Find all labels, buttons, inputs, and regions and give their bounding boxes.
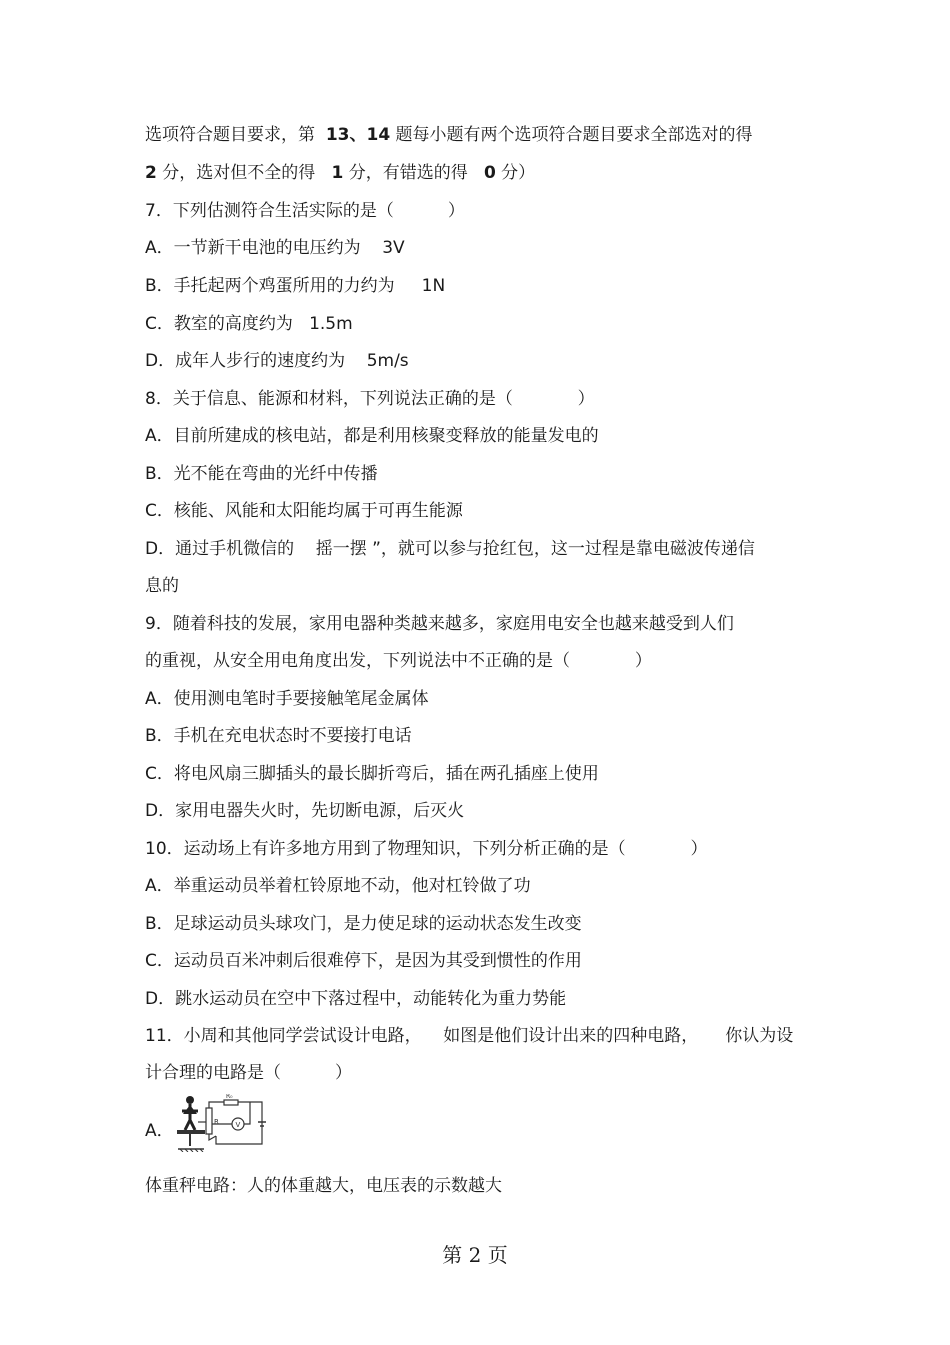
text-span: 题每小题有两个选项符合题目要求全部选对的得 xyxy=(390,125,753,145)
question-9-option-a: A．使用测电笔时手要接触笔尾金属体 xyxy=(145,689,429,709)
score-2: 2 xyxy=(145,163,157,183)
question-8-option-a: A．目前所建成的核电站，都是利用核聚变释放的能量发电的 xyxy=(145,426,599,446)
text-span: 选项符合题目要求，第 xyxy=(145,125,326,145)
question-9-option-b: B．手机在充电状态时不要接打电话 xyxy=(145,726,412,746)
text-span: 分，有错选的得 xyxy=(343,163,484,183)
instructions-line-2 xyxy=(145,162,535,184)
question-7-option-b: B．手托起两个鸡蛋所用的力约为 1N xyxy=(145,276,446,296)
score-1: 1 xyxy=(331,163,344,183)
question-10-option-b: B．足球运动员头球攻门，是力使足球的运动状态发生改变 xyxy=(145,914,582,934)
circuit-diagram-icon xyxy=(176,1094,268,1152)
text-span: 分） xyxy=(495,163,536,183)
page-number: 第 2 页 xyxy=(442,1243,508,1267)
question-8-stem: 8．关于信息、能源和材料，下列说法正确的是（ ） xyxy=(145,389,595,409)
number-13: 13 xyxy=(325,125,350,145)
question-11-stem-cont: 计合理的电路是（ ） xyxy=(145,1063,353,1083)
question-7-stem: 7．下列估测符合生活实际的是（ ） xyxy=(145,201,465,221)
instructions-line-1 xyxy=(145,124,753,146)
question-11-stem: 11．小周和其他同学尝试设计电路， 如图是他们设计出来的四种电路， 你认为设 xyxy=(145,1026,794,1046)
question-8-option-d-cont: 息的 xyxy=(145,576,179,596)
question-8-option-b: B．光不能在弯曲的光纤中传播 xyxy=(145,464,378,484)
number-14: 14 xyxy=(366,125,391,145)
question-10-option-a: A．举重运动员举着杠铃原地不动，他对杠铃做了功 xyxy=(145,876,531,896)
figure-caption: 体重秤电路：人的体重越大，电压表的示数越大 xyxy=(145,1176,502,1196)
question-7-option-d: D．成年人步行的速度约为 5m/s xyxy=(145,351,409,371)
question-7-option-a: A．一节新干电池的电压约为 3V xyxy=(145,238,405,258)
text-span: 分，选对但不全的得 xyxy=(156,163,332,183)
voltmeter-label: V xyxy=(235,1121,241,1129)
resistor-label: R xyxy=(214,1118,219,1126)
question-8-option-d: D．通过手机微信的 摇一摆 ”，就可以参与抢红包，这一过程是靠电磁波传递信 xyxy=(145,539,755,559)
question-8-option-c: C．核能、风能和太阳能均属于可再生能源 xyxy=(145,501,463,521)
question-9-stem-cont: 的重视，从安全用电角度出发，下列说法中不正确的是（ ） xyxy=(145,651,652,671)
question-7-option-c: C．教室的高度约为 1.5m xyxy=(145,314,353,334)
question-10-option-c: C．运动员百米冲刺后很难停下，是因为其受到惯性的作用 xyxy=(145,951,582,971)
score-0: 0 xyxy=(483,163,496,183)
question-10-stem: 10．运动场上有许多地方用到了物理知识，下列分析正确的是（ ） xyxy=(145,839,708,859)
text-span: 、 xyxy=(349,125,367,145)
question-9-option-d: D．家用电器失火时，先切断电源，后灭火 xyxy=(145,801,465,821)
fixed-resistor-label: R₀ xyxy=(226,1094,233,1100)
question-9-option-c: C．将电风扇三脚插头的最长脚折弯后，插在两孔插座上使用 xyxy=(145,764,599,784)
question-9-stem: 9．随着科技的发展，家用电器种类越来越多，家庭用电安全也越来越受到人们 xyxy=(145,614,734,634)
question-10-option-d: D．跳水运动员在空中下落过程中，动能转化为重力势能 xyxy=(145,989,567,1009)
question-11-option-a: A． xyxy=(145,1121,174,1141)
